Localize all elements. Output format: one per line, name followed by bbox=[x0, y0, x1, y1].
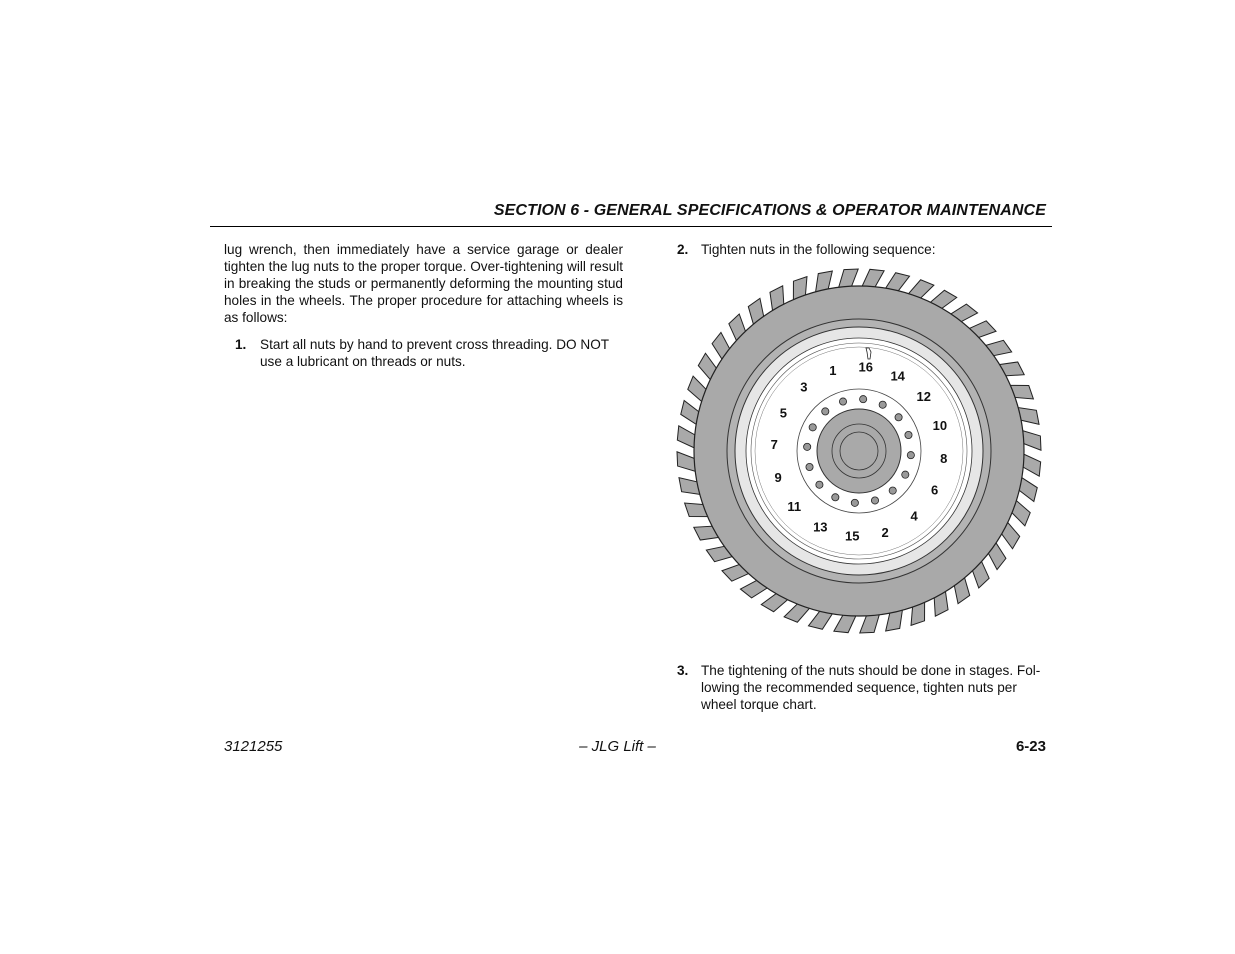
lug-sequence-label: 14 bbox=[890, 368, 905, 384]
lug-sequence-label: 16 bbox=[858, 359, 874, 375]
lug-stud bbox=[816, 481, 823, 488]
hub-center bbox=[840, 432, 878, 470]
header-rule bbox=[210, 226, 1052, 227]
lug-stud bbox=[905, 431, 912, 438]
step-2-text: Tighten nuts in the following sequence: bbox=[701, 242, 936, 257]
footer-brand: – JLG Lift – bbox=[579, 738, 656, 755]
lug-sequence-label: 15 bbox=[844, 528, 860, 544]
step-3-text: The tightening of the nuts should be done in stages. Fol- lowing the recommended sequence, tighten nuts per wheel torque chart. bbox=[701, 663, 1041, 712]
lug-stud bbox=[809, 424, 816, 431]
lug-sequence-label: 12 bbox=[916, 388, 931, 404]
lug-stud bbox=[889, 487, 896, 494]
step-1-number: 1. bbox=[235, 337, 247, 352]
page-number: 6-23 bbox=[1015, 738, 1046, 755]
lug-sequence-label: 11 bbox=[787, 499, 802, 515]
lug-sequence-label: 2 bbox=[881, 524, 889, 540]
lug-sequence-label: 4 bbox=[910, 508, 918, 524]
lug-sequence-label: 8 bbox=[940, 450, 948, 466]
lug-stud bbox=[895, 414, 902, 421]
step-3 bbox=[677, 662, 1053, 713]
lug-stud bbox=[907, 452, 914, 459]
document-number: 3121255 bbox=[224, 738, 283, 755]
step-3-number: 3. bbox=[677, 663, 689, 678]
lug-stud bbox=[860, 396, 867, 403]
left-column bbox=[224, 241, 623, 370]
intro-paragraph: lug wrench, then immediately have a service garage or dealer tighten the lug nuts to the proper torque. Over-tightening will result in breaking the studs or permanently deforming the mounting stud holes in the wheels. The proper procedure for attaching wheels is as follows: bbox=[224, 242, 623, 325]
lug-sequence-label: 1 bbox=[829, 363, 837, 379]
lug-stud bbox=[879, 401, 886, 408]
lug-sequence-label: 13 bbox=[813, 519, 828, 535]
lug-stud bbox=[832, 494, 839, 501]
lug-stud bbox=[871, 497, 878, 504]
lug-sequence-label: 3 bbox=[800, 379, 808, 395]
lug-sequence-label: 7 bbox=[770, 437, 778, 453]
lug-stud bbox=[851, 499, 858, 506]
lug-stud bbox=[839, 398, 846, 405]
lug-stud bbox=[806, 463, 813, 470]
lug-sequence-label: 5 bbox=[779, 405, 787, 421]
lug-sequence-label: 10 bbox=[932, 417, 948, 433]
wheel-lug-sequence-diagram bbox=[676, 268, 1046, 634]
lug-sequence-label: 6 bbox=[931, 482, 939, 498]
section-title: SECTION 6 - GENERAL SPECIFICATIONS & OPERATOR MAINTENANCE bbox=[493, 202, 1046, 219]
step-2 bbox=[677, 241, 1053, 258]
lug-stud bbox=[902, 471, 909, 478]
step-1 bbox=[224, 336, 623, 370]
lug-sequence-label: 9 bbox=[774, 470, 782, 486]
lug-stud bbox=[804, 443, 811, 450]
step-1-text: Start all nuts by hand to prevent cross threading. DO NOT use a lubricant on threads or nuts. bbox=[260, 337, 609, 369]
lug-stud bbox=[822, 408, 829, 415]
step-2-number: 2. bbox=[677, 242, 689, 257]
